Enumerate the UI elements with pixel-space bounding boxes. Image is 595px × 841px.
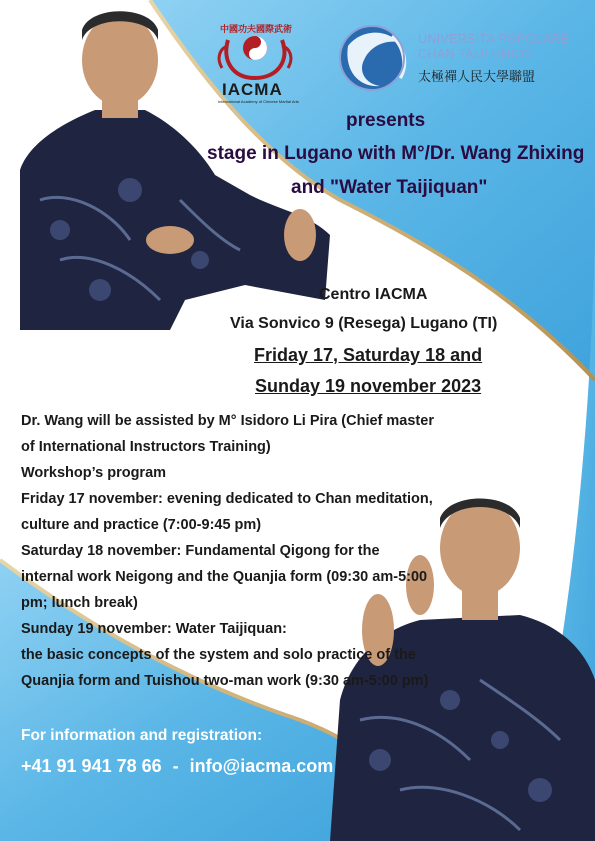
water-taijiquan-title: and "Water Taijiquan": [291, 177, 488, 198]
program-line: pm; lunch break): [21, 595, 138, 611]
iacma-logo-subtitle: International Academy of Chinese Martial Arts: [218, 99, 299, 104]
program-line: Quanjia form and Tuishou two-man work (9:30 am-5:00 pm): [21, 673, 429, 689]
event-dates-line1: Friday 17, Saturday 18 and: [254, 345, 483, 365]
iacma-logo-name: IACMA: [222, 80, 283, 99]
program-line: Sunday 19 november: Water Taijiquan:: [21, 621, 287, 637]
contact-separator: -: [172, 756, 179, 776]
venue-address: Via Sonvico 9 (Resega) Lugano (TI): [230, 315, 498, 332]
program-line: of International Instructors Training): [21, 439, 271, 455]
university-chinese-name: 太極禪人民大學聯盟: [418, 70, 536, 85]
university-logo-emblem: [340, 26, 404, 90]
program-line: Dr. Wang will be assisted by M° Isidoro Li Pira (Chief master: [21, 413, 434, 429]
university-name-line2: CHAN TAIJI UNION: [418, 47, 534, 61]
program-heading: Workshop’s program: [21, 465, 167, 481]
iacma-chinese-text: 中國功夫國際武術: [220, 25, 293, 35]
program-line: internal work Neigong and the Quanjia form (09:30 am-5:00: [21, 569, 428, 585]
presents-label: presents: [346, 110, 426, 131]
university-name-line1: UNIVERSITA POPOLARE: [418, 32, 570, 46]
phone-number[interactable]: +41 91 941 78 66: [21, 756, 162, 776]
event-dates-line2: Sunday 19 november 2023: [255, 376, 482, 396]
stage-title: stage in Lugano with M°/Dr. Wang Zhixing: [207, 143, 585, 164]
program-line: Friday 17 november: evening dedicated to Chan meditation,: [21, 491, 433, 507]
contact-line: [21, 756, 333, 777]
email-link[interactable]: info@iacma.com: [189, 756, 334, 776]
info-registration-label: For information and registration:: [21, 727, 263, 744]
program-line: Saturday 18 november: Fundamental Qigong for the: [21, 543, 380, 559]
venue-name: Centro IACMA: [319, 286, 428, 303]
program-line: culture and practice (7:00-9:45 pm): [21, 517, 262, 533]
program-line: the basic concepts of the system and solo practice of the: [21, 647, 416, 663]
